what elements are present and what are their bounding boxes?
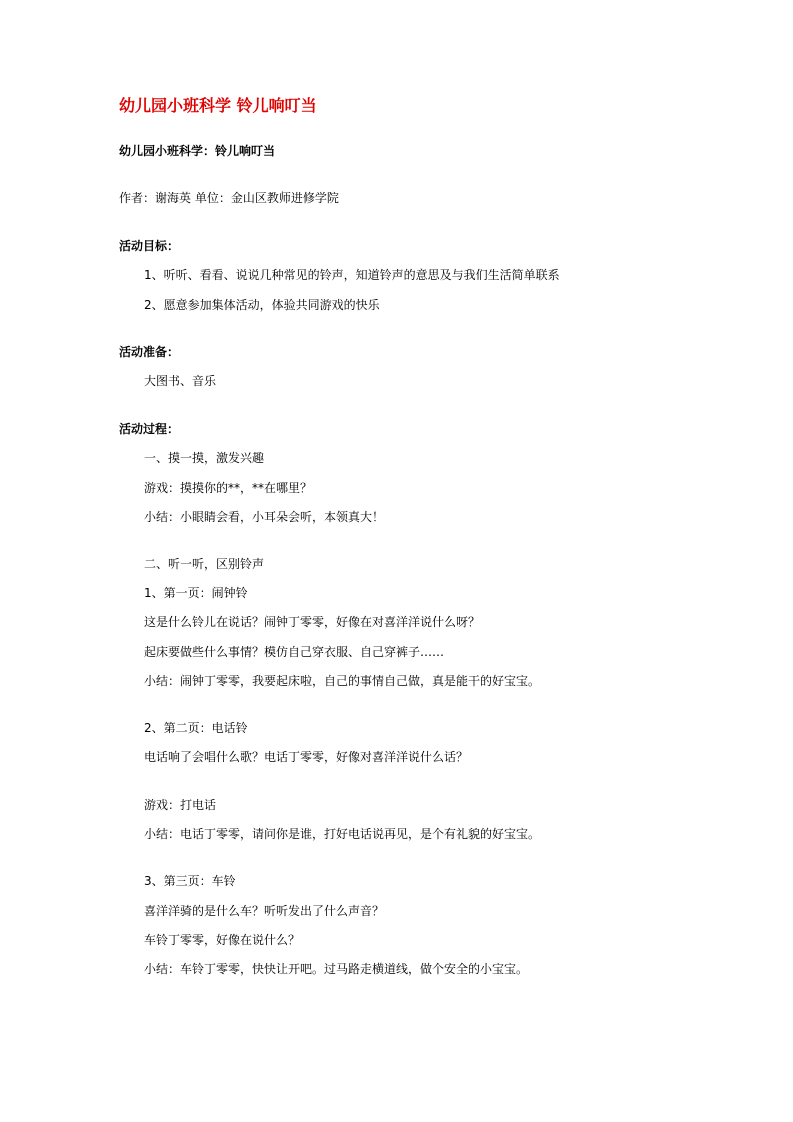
page3-question-2: 车铃丁零零，好像在说什么？ bbox=[144, 933, 301, 947]
prep-text: 大图书、音乐 bbox=[144, 374, 217, 388]
page2-title: 2、第二页：电话铃 bbox=[144, 721, 248, 735]
process-heading: 活动过程： bbox=[119, 422, 180, 436]
page3-title: 3、第三页：车铃 bbox=[144, 874, 236, 888]
page3-summary: 小结：车铃丁零零，快快让开吧。过马路走横道线，做个安全的小宝宝。 bbox=[144, 962, 529, 976]
page2-game: 游戏：打电话 bbox=[144, 798, 217, 812]
page1-question-1: 这是什么铃儿在说话？闹钟丁零零，好像在对喜洋洋说什么呀？ bbox=[144, 615, 481, 629]
page1-question-2: 起床要做些什么事情？模仿自己穿衣服、自己穿裤子…… bbox=[144, 645, 445, 659]
part2-title: 二、听一听，区别铃声 bbox=[144, 557, 265, 571]
goal-item-2: 2、愿意参加集体活动，体验共同游戏的快乐 bbox=[144, 298, 380, 312]
part1-game: 游戏：摸摸你的**，**在哪里？ bbox=[144, 481, 313, 495]
author-line: 作者：谢海英 单位：金山区教师进修学院 bbox=[119, 191, 339, 205]
prep-heading: 活动准备： bbox=[119, 345, 180, 359]
document-subtitle: 幼儿园小班科学：铃儿响叮当 bbox=[119, 144, 276, 158]
part1-summary: 小结：小眼睛会看，小耳朵会听，本领真大！ bbox=[144, 510, 385, 524]
page2-question-1: 电话响了会唱什么歌？电话丁零零，好像对喜洋洋说什么话？ bbox=[144, 750, 469, 764]
document-title: 幼儿园小班科学 铃儿响叮当 bbox=[119, 96, 317, 115]
page3-question-1: 喜洋洋骑的是什么车？听听发出了什么声音？ bbox=[144, 904, 385, 918]
page2-summary: 小结：电话丁零零，请问你是谁，打好电话说再见，是个有礼貌的好宝宝。 bbox=[144, 827, 541, 841]
part1-title: 一、摸一摸，激发兴趣 bbox=[144, 451, 265, 465]
page1-summary: 小结：闹钟丁零零，我要起床啦，自己的事情自己做，真是能干的好宝宝。 bbox=[144, 674, 541, 688]
page1-title: 1、第一页：闹钟铃 bbox=[144, 586, 248, 600]
goals-heading: 活动目标： bbox=[119, 239, 180, 253]
goal-item-1: 1、听听、看看、说说几种常见的铃声，知道铃声的意思及与我们生活简单联系 bbox=[144, 268, 560, 282]
